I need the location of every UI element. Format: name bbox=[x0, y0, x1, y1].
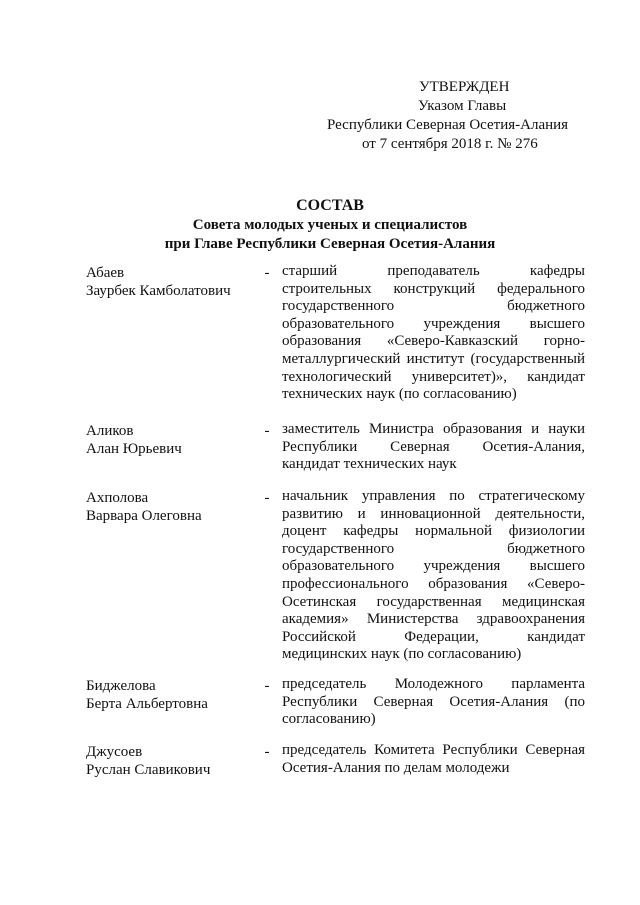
role-line: государственного бюджетного bbox=[282, 298, 585, 315]
member-role bbox=[282, 742, 585, 777]
member-name bbox=[86, 490, 261, 525]
role-line: металлургический институт (государственный bbox=[282, 350, 585, 367]
role-line: Осетинская государственная медицинская bbox=[282, 593, 585, 610]
role-line: образования «Северо-Кавказский горно- bbox=[282, 333, 585, 350]
member-name bbox=[86, 265, 261, 300]
approval-line: УТВЕРЖДЕН bbox=[419, 79, 510, 95]
role-line: Российской Федерации, кандидат bbox=[282, 628, 585, 645]
member-given-name: Варвара Олеговна bbox=[86, 507, 202, 524]
member-surname: Абаев bbox=[86, 265, 125, 281]
approval-line: Указом Главы bbox=[418, 98, 507, 114]
role-line: профессионального образования «Северо- bbox=[282, 575, 585, 592]
role-line: образовательного учреждения высшего bbox=[282, 315, 585, 332]
member-name bbox=[86, 744, 261, 779]
role-line: старший преподаватель кафедры bbox=[282, 263, 585, 279]
member-surname: Аликов bbox=[86, 423, 134, 439]
member-name bbox=[86, 678, 261, 713]
approval-line: от 7 сентября 2018 г. № 276 bbox=[362, 136, 538, 152]
role-line: председатель Молодежного парламента bbox=[282, 676, 585, 692]
title-subtitle-line: Совета молодых ученых и специалистов bbox=[192, 217, 468, 233]
member-role bbox=[282, 676, 585, 729]
member-role bbox=[282, 421, 585, 474]
role-line: технологический университет)», кандидат bbox=[282, 368, 585, 385]
role-line: доцент кафедры нормальной физиологии bbox=[282, 523, 585, 540]
member-given-name: Алан Юрьевич bbox=[86, 440, 182, 457]
member-given-name: Берта Альбертовна bbox=[86, 695, 208, 712]
document-title bbox=[80, 196, 580, 254]
role-line: председатель Комитета Республики Северная bbox=[282, 742, 585, 758]
role-line: согласованию) bbox=[282, 711, 376, 728]
role-line: Осетия-Алания по делам молодежи bbox=[282, 759, 510, 776]
role-line: государственного бюджетного bbox=[282, 540, 585, 557]
separator-dash: - bbox=[264, 744, 270, 760]
role-line: медицинских наук (по согласованию) bbox=[282, 646, 522, 663]
member-surname: Биджелова bbox=[86, 678, 156, 694]
role-line: начальник управления по стратегическому bbox=[282, 488, 585, 504]
role-line: строительных конструкций федерального bbox=[282, 280, 585, 297]
member-role bbox=[282, 263, 585, 404]
separator-dash: - bbox=[264, 423, 270, 439]
member-surname: Джусоев bbox=[86, 744, 143, 760]
member-given-name: Руслан Славикович bbox=[86, 761, 211, 778]
approval-line: Республики Северная Осетия-Алания bbox=[327, 117, 569, 133]
role-line: Республики Северная Осетия-Алания, bbox=[282, 438, 585, 455]
role-line: Республики Северная Осетия-Алания (по bbox=[282, 693, 585, 710]
separator-dash: - bbox=[264, 490, 270, 506]
role-line: кандидат технических наук bbox=[282, 456, 457, 473]
role-line: заместитель Министра образования и науки bbox=[282, 421, 585, 437]
role-line: образовательного учреждения высшего bbox=[282, 558, 585, 575]
role-line: развитию и инновационной деятельности, bbox=[282, 505, 585, 522]
title-subtitle-line: при Главе Республики Северная Осетия-Алания bbox=[164, 236, 496, 252]
separator-dash: - bbox=[264, 265, 270, 281]
member-surname: Ахполова bbox=[86, 490, 149, 506]
separator-dash: - bbox=[264, 678, 270, 694]
title-heading: СОСТАВ bbox=[296, 197, 364, 214]
role-line: академия» Министерства здравоохранения bbox=[282, 611, 585, 628]
member-name bbox=[86, 423, 261, 458]
member-role bbox=[282, 488, 585, 664]
role-line: технических наук (по согласованию) bbox=[282, 386, 517, 403]
member-given-name: Заурбек Камболатович bbox=[86, 282, 231, 299]
